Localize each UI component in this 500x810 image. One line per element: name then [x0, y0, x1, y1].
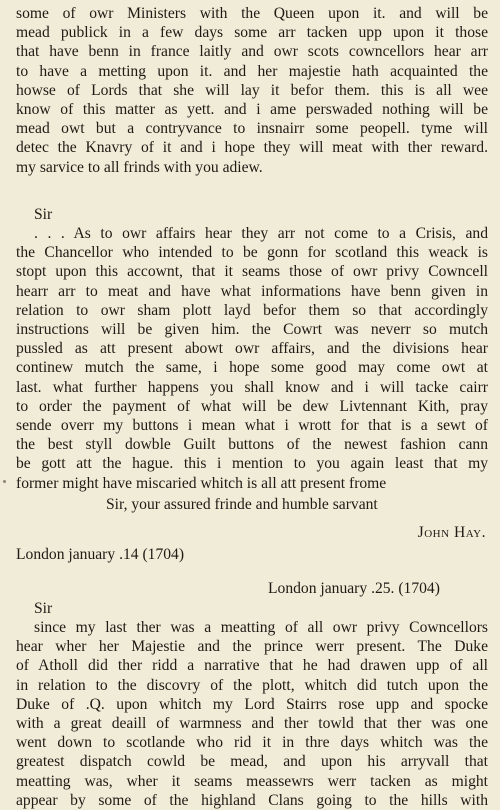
- salutation: Sir: [34, 599, 53, 617]
- text-line: instructions will be given him. the Cowrt was neverr so mutch: [16, 321, 488, 339]
- signature: John Hay.: [417, 524, 486, 542]
- text-line: that have benn in france laitly and owr scots cowncellors hear arr: [16, 43, 488, 61]
- text-line: stopt upon this accownt, that it seams those of owr privy Cowncell: [16, 263, 488, 281]
- text-line: sende overr my buttons i mean what i wrott for that is a sewt of: [16, 417, 488, 435]
- text-line: former might have miscaried whitch is all att present frome: [16, 474, 387, 492]
- text-line: the Chancellor who intended to be gonn for scotland this weack is: [16, 244, 488, 262]
- text-line: hearr arr to meat and have what informations have benn given in: [16, 282, 488, 300]
- text-line: my sarvice to all frinds with you adiew.: [16, 158, 263, 176]
- text-line: detec the Knavry of it and i hope they will meat with ther reward.: [16, 139, 488, 157]
- text-line: howse of Lords that she will lay it befor them. this is all wee: [16, 81, 488, 99]
- dateline: London january .14 (1704): [16, 546, 185, 564]
- text-line: relation to owr sham plott layd befor them so that accordingly: [16, 301, 488, 319]
- text-line: to order the payment of what will be dew Livtennant Kith, pray: [16, 397, 488, 415]
- letter-1-tail: [16, 4, 488, 177]
- text-line: greatest dispatch cowld be mead, and upon his arryvall that: [16, 753, 488, 771]
- letter-3: [16, 579, 488, 809]
- text-line: some of owr Ministers with the Queen upon it. and will be: [16, 5, 488, 22]
- text-line: pussled as att present abowt owr affairs, and the divisions hear: [16, 340, 488, 358]
- margin-mark: [3, 480, 6, 483]
- text-line: . . . As to owr affairs hear they arr not come to a Crisis, and: [34, 225, 488, 243]
- dateline: London january .25. (1704): [268, 580, 440, 598]
- text-line: of Atholl did ther ridd a narrative that he had drawen upp of all: [16, 657, 488, 675]
- text-line: with a great deaill of warmness and ther towld that ther was one: [16, 714, 488, 732]
- text-line: went down to scotlande who rid it in thre days whitch was the: [16, 734, 488, 752]
- text-line: to have a metting upon it. and her majestie hath acquainted the: [16, 62, 488, 80]
- text-line: last. what further happens you shall know and i will tacke cairr: [16, 378, 488, 396]
- text-line: mead owt but a contryvance to insnairr some peopell. tyme will: [16, 120, 488, 138]
- text-line: know of this matter as yett. and i ame perswaded nothing will be: [16, 101, 488, 119]
- text-line: mead publick in a few days some arr tacken upp upon it those: [16, 24, 488, 42]
- text-line: be gott att the hague. this i mention to you again least that my: [16, 455, 488, 473]
- text-line: continew mutch the same, i hope some good may come owt at: [16, 359, 488, 377]
- letter-separator: [16, 177, 488, 203]
- text-line: the best styll dowble Guilt buttons of the newest fashion cann: [16, 436, 488, 454]
- letter-2: [16, 205, 488, 565]
- text-line: since my last ther was a meatting of all owr privy Cowncellors: [34, 618, 488, 636]
- text-line: meatting was, wher it seams meassewrs werr tacken as might: [16, 772, 488, 790]
- text-line: appear by some of the highland Clans going to the hills with: [16, 791, 488, 809]
- text-line: in relation to the discovry of the plott, whitch did tutch upon the: [16, 676, 488, 694]
- letter-3-body: [16, 618, 488, 810]
- text-line: Duke of .Q. upon whitch my Lord Stairrs rose upp and spocke: [16, 695, 488, 713]
- closing: Sir, your assured frinde and humble sarvant: [106, 495, 378, 513]
- text-line: hear wher her Majestie and the prince werr present. The Duke: [16, 638, 488, 656]
- salutation: Sir: [34, 205, 53, 223]
- letter-2-body: [16, 224, 488, 493]
